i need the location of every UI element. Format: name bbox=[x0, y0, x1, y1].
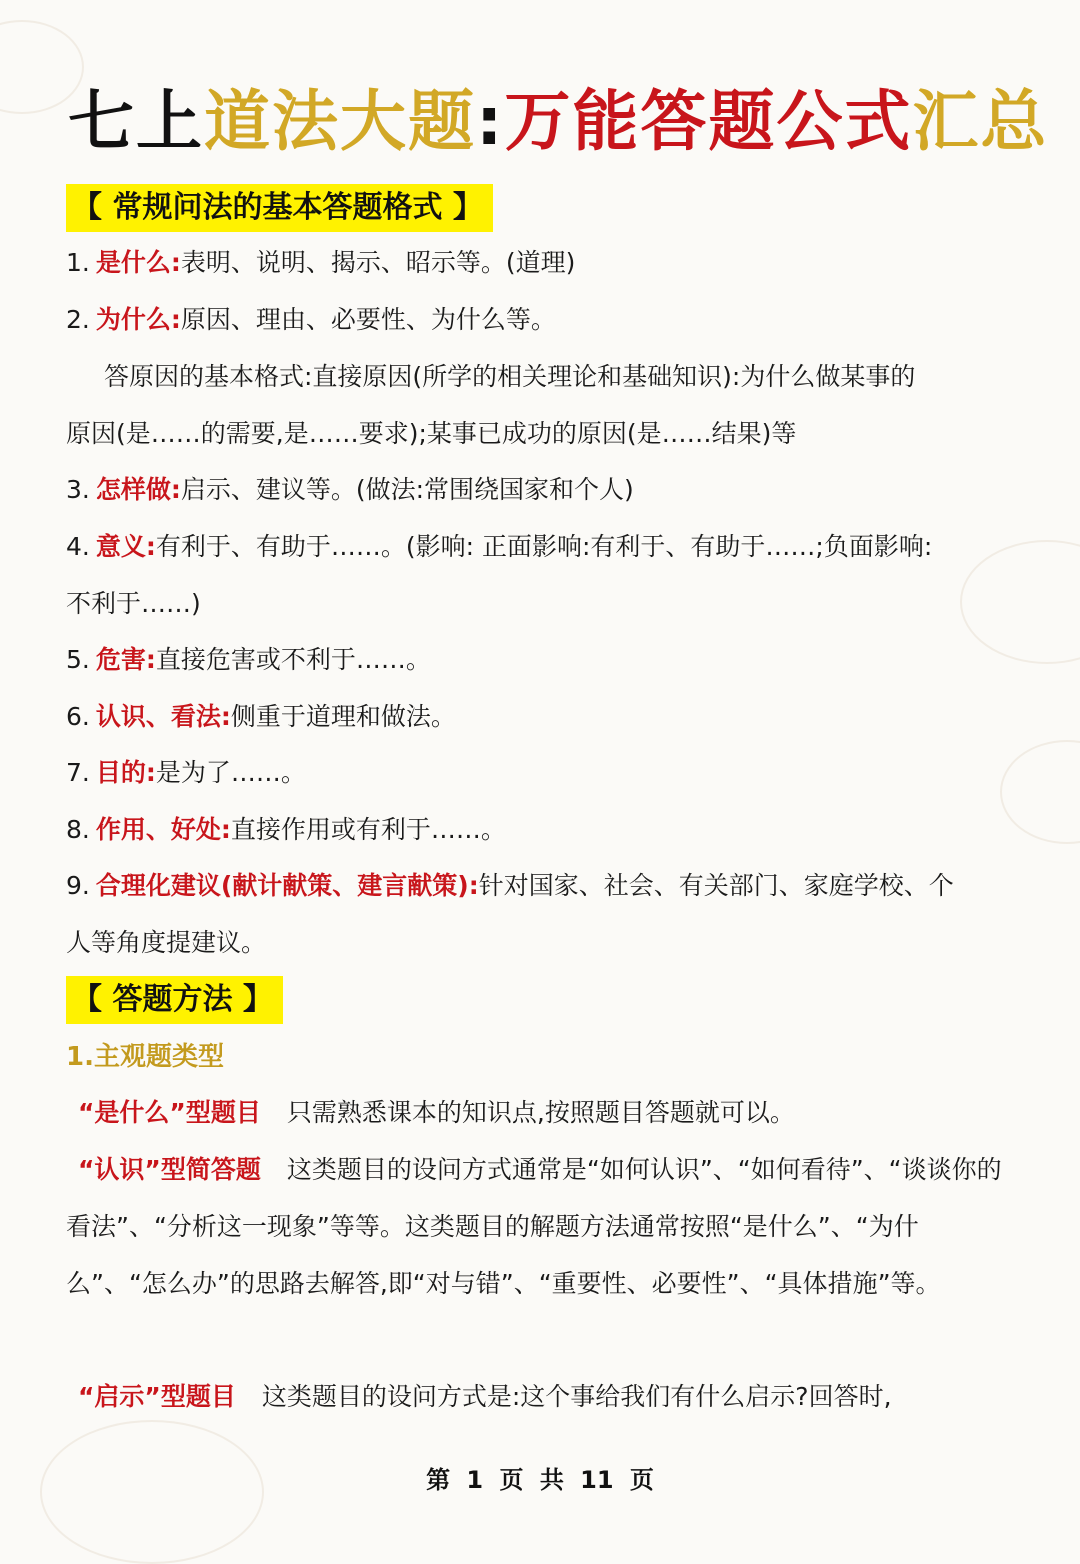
page-title bbox=[68, 82, 1049, 162]
item-keyword: 是什么: bbox=[95, 248, 181, 277]
item-text: 不利于……) bbox=[66, 589, 201, 618]
item-keyword: 目的: bbox=[95, 758, 156, 787]
list-item: 3. 怎样做:启示、建议等。(做法:常围绕国家和个人) bbox=[66, 475, 634, 504]
title-part-3: 万能答题公式 bbox=[504, 83, 913, 160]
item-keyword: 怎样做: bbox=[95, 475, 181, 504]
list-item: 2. 为什么:原因、理由、必要性、为什么等。 bbox=[66, 305, 556, 334]
paragraph-text: 只需熟悉课本的知识点,按照题目答题就可以。 bbox=[286, 1098, 795, 1127]
item-text: 侧重于道理和做法。 bbox=[230, 702, 456, 731]
method-paragraph bbox=[66, 1141, 1018, 1312]
list-item-continuation bbox=[66, 587, 1016, 621]
paragraph-text: 这类题目的设问方式是:这个事给我们有什么启示?回答时, bbox=[261, 1382, 892, 1411]
title-part-4: 汇总 bbox=[912, 83, 1049, 160]
section-heading-basic-format: 【 常规问法的基本答题格式 】 bbox=[66, 184, 493, 232]
list-item: 1. 是什么:表明、说明、揭示、昭示等。(道理) bbox=[66, 248, 576, 277]
paragraph-keyword: “认识”型简答题 bbox=[78, 1155, 261, 1184]
list-item: 6. 认识、看法:侧重于道理和做法。 bbox=[66, 702, 456, 731]
item-text: 针对国家、社会、有关部门、家庭学校、个 bbox=[478, 871, 954, 900]
list-item-continuation bbox=[66, 926, 1016, 960]
list-item: 8. 作用、好处:直接作用或有利于……。 bbox=[66, 815, 506, 844]
list-item-continuation bbox=[66, 417, 1016, 451]
paragraph-keyword: “是什么”型题目 bbox=[78, 1098, 261, 1127]
method-paragraph bbox=[66, 1368, 1018, 1425]
item-text: 直接危害或不利于……。 bbox=[155, 645, 431, 674]
title-part-1: 七上 bbox=[68, 83, 204, 160]
page-number-footer: 第 1 页 共 11 页 bbox=[426, 1466, 654, 1494]
list-item: 9. 合理化建议(献计献策、建言献策):针对国家、社会、有关部门、家庭学校、个 bbox=[66, 871, 954, 900]
item-text: 启示、建议等。(做法:常围绕国家和个人) bbox=[180, 475, 634, 504]
title-colon: : bbox=[476, 83, 505, 160]
item-keyword: 认识、看法: bbox=[95, 702, 231, 731]
item-keyword: 危害: bbox=[95, 645, 156, 674]
item-text: 答原因的基本格式:直接原因(所学的相关理论和基础知识):为什么做某事的 bbox=[104, 362, 916, 391]
list-item: 5. 危害:直接危害或不利于……。 bbox=[66, 645, 431, 674]
title-part-2: 道法大题 bbox=[204, 83, 476, 160]
item-keyword: 为什么: bbox=[95, 305, 181, 334]
section-heading-answer-method: 【 答题方法 】 bbox=[66, 976, 283, 1024]
list-item-continuation bbox=[104, 360, 1016, 394]
list-item: 4. 意义:有利于、有助于……。(影响: 正面影响:有利于、有助于……;负面影响: bbox=[66, 532, 933, 561]
item-text: 原因、理由、必要性、为什么等。 bbox=[180, 305, 556, 334]
item-keyword: 意义: bbox=[95, 532, 156, 561]
item-text: 人等角度提建议。 bbox=[66, 928, 267, 957]
method-paragraph bbox=[66, 1084, 1018, 1141]
item-text: 是为了……。 bbox=[155, 758, 306, 787]
item-text: 表明、说明、揭示、昭示等。(道理) bbox=[180, 248, 576, 277]
item-keyword: 作用、好处: bbox=[95, 815, 231, 844]
paragraph-keyword: “启示”型题目 bbox=[78, 1382, 236, 1411]
item-text: 直接作用或有利于……。 bbox=[230, 815, 506, 844]
paragraph-text: 这类题目的设问方式通常是“如何认识”、“如何看待”、“谈谈你的看法”、“分析这一现象”等等。这类题目的解题方法通常按照“是什么”、“为什么”、“怎么办”的思路去解答,即“对与错”、“重要性、必要性”、“具体措施”等。 bbox=[66, 1155, 1002, 1298]
list-item: 7. 目的:是为了……。 bbox=[66, 758, 306, 787]
item-keyword: 合理化建议(献计献策、建言献策): bbox=[95, 871, 479, 900]
item-text: 有利于、有助于……。(影响: 正面影响:有利于、有助于……;负面影响: bbox=[155, 532, 933, 561]
subheading-subjective-types: 1.主观题类型 bbox=[66, 1042, 224, 1072]
item-text: 原因(是……的需要,是……要求);某事已成功的原因(是……结果)等 bbox=[66, 419, 797, 448]
